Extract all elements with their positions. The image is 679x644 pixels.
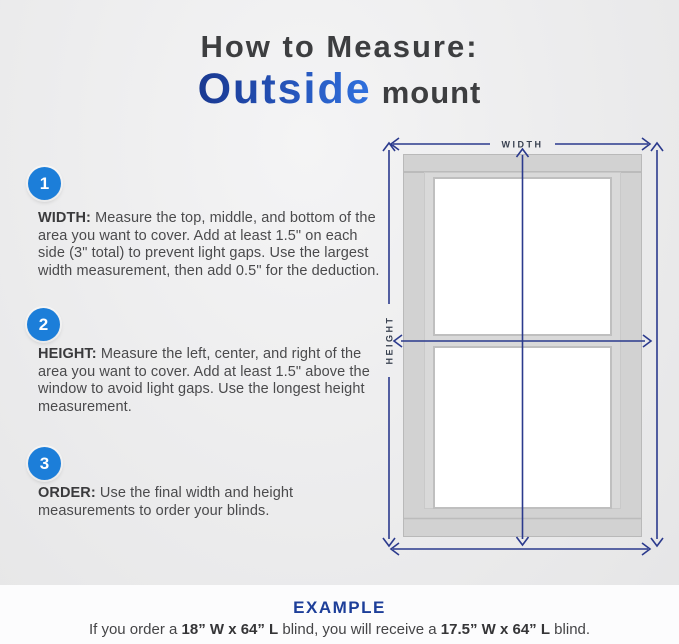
page-title [0,30,679,122]
step-1-label: WIDTH: [38,210,91,226]
height-arrow-right [651,143,663,546]
step-3-label: ORDER: [38,485,96,501]
example-section [0,585,679,644]
arrowhead-left-icon [394,335,402,347]
example-heading: EXAMPLE [293,598,386,617]
height-dimension-label: HEIGHT [384,315,395,365]
example-received-size: 17.5” W x 64” L [440,621,551,638]
step-3-number: 3 [39,453,50,473]
arrowhead-down-icon [651,538,663,546]
step-2-badge [27,308,60,341]
title-highlight-outside: Outside [197,65,372,113]
step-3-body: Use the final width and height measurements to order your blinds. [38,485,294,519]
example-ordered-size: 18” W x 64” L [181,621,279,638]
step-2-label: HEIGHT: [38,346,97,362]
step-3-badge [28,447,61,480]
title-line1: How to Measure: [200,29,479,64]
arrowhead-down-icon [383,538,395,546]
window-measurement-diagram [374,130,672,570]
width-dimension-label: WIDTH [501,139,544,150]
example-middle: blind, you will receive a [278,621,441,638]
arrowhead-up-icon [651,143,663,151]
example-sentence [0,620,679,639]
step-1-text [38,210,380,280]
title-line2 [0,66,679,122]
step-2-number: 2 [38,314,49,334]
step-3-text [38,485,380,520]
example-suffix: blind. [550,621,591,638]
step-2-text [38,346,380,416]
width-arrow-bottom [391,543,650,555]
title-suffix-mount: mount [381,75,482,110]
step-1-body: Measure the top, middle, and bottom of the area you want to cover. Add at least 1.5" on each side (3" total) to prevent light gaps. Use the largest width measurement, then add 0.5" for the deduction. [38,210,380,279]
step-1-number: 1 [39,173,50,193]
step-1-badge [28,167,61,200]
step-2-body: Measure the left, center, and right of the area you want to cover. Add at least 1.5" above the window to avoid light gaps. Use the longest height measurement. [38,346,370,415]
example-prefix: If you order a [88,621,182,638]
